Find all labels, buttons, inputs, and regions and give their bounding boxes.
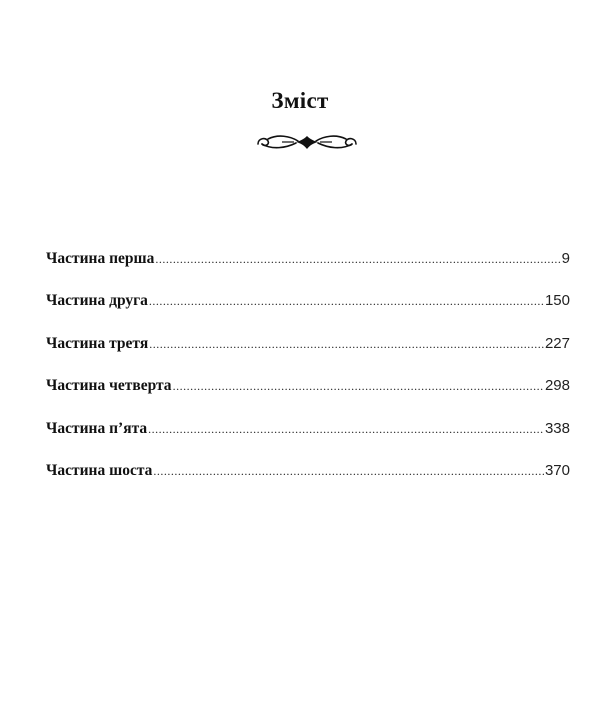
toc-entry-title: Частина шоста xyxy=(46,461,153,479)
toc-page-number: 227 xyxy=(544,334,570,352)
toc-entry[interactable] xyxy=(46,250,570,292)
toc-entry[interactable] xyxy=(46,335,570,377)
toc-page-number: 9 xyxy=(561,250,570,267)
page-title: Зміст xyxy=(271,88,329,113)
toc-entry[interactable] xyxy=(46,420,570,462)
dot-leader xyxy=(153,464,544,479)
toc-entry[interactable] xyxy=(46,292,570,334)
flourish-divider-icon xyxy=(252,128,362,154)
toc-page-number: 338 xyxy=(544,419,570,437)
toc-page-number: 150 xyxy=(544,292,570,310)
dot-leader xyxy=(149,294,544,309)
toc-entry-title: Частина четверта xyxy=(46,377,172,395)
dot-leader xyxy=(173,379,544,394)
toc-entry[interactable] xyxy=(46,377,570,419)
toc-page-number: 298 xyxy=(544,377,570,395)
toc-entry[interactable] xyxy=(46,462,570,504)
dot-leader xyxy=(149,337,544,352)
toc-page-number: 370 xyxy=(544,461,570,479)
toc-entry-title: Частина п’ята xyxy=(46,419,148,437)
toc-entry-title: Частина третя xyxy=(46,334,149,352)
table-of-contents xyxy=(46,250,570,504)
toc-entry-title: Частина друга xyxy=(46,292,148,310)
toc-entry-title: Частина перша xyxy=(46,250,155,267)
dot-leader xyxy=(148,422,544,437)
dot-leader xyxy=(155,252,560,267)
